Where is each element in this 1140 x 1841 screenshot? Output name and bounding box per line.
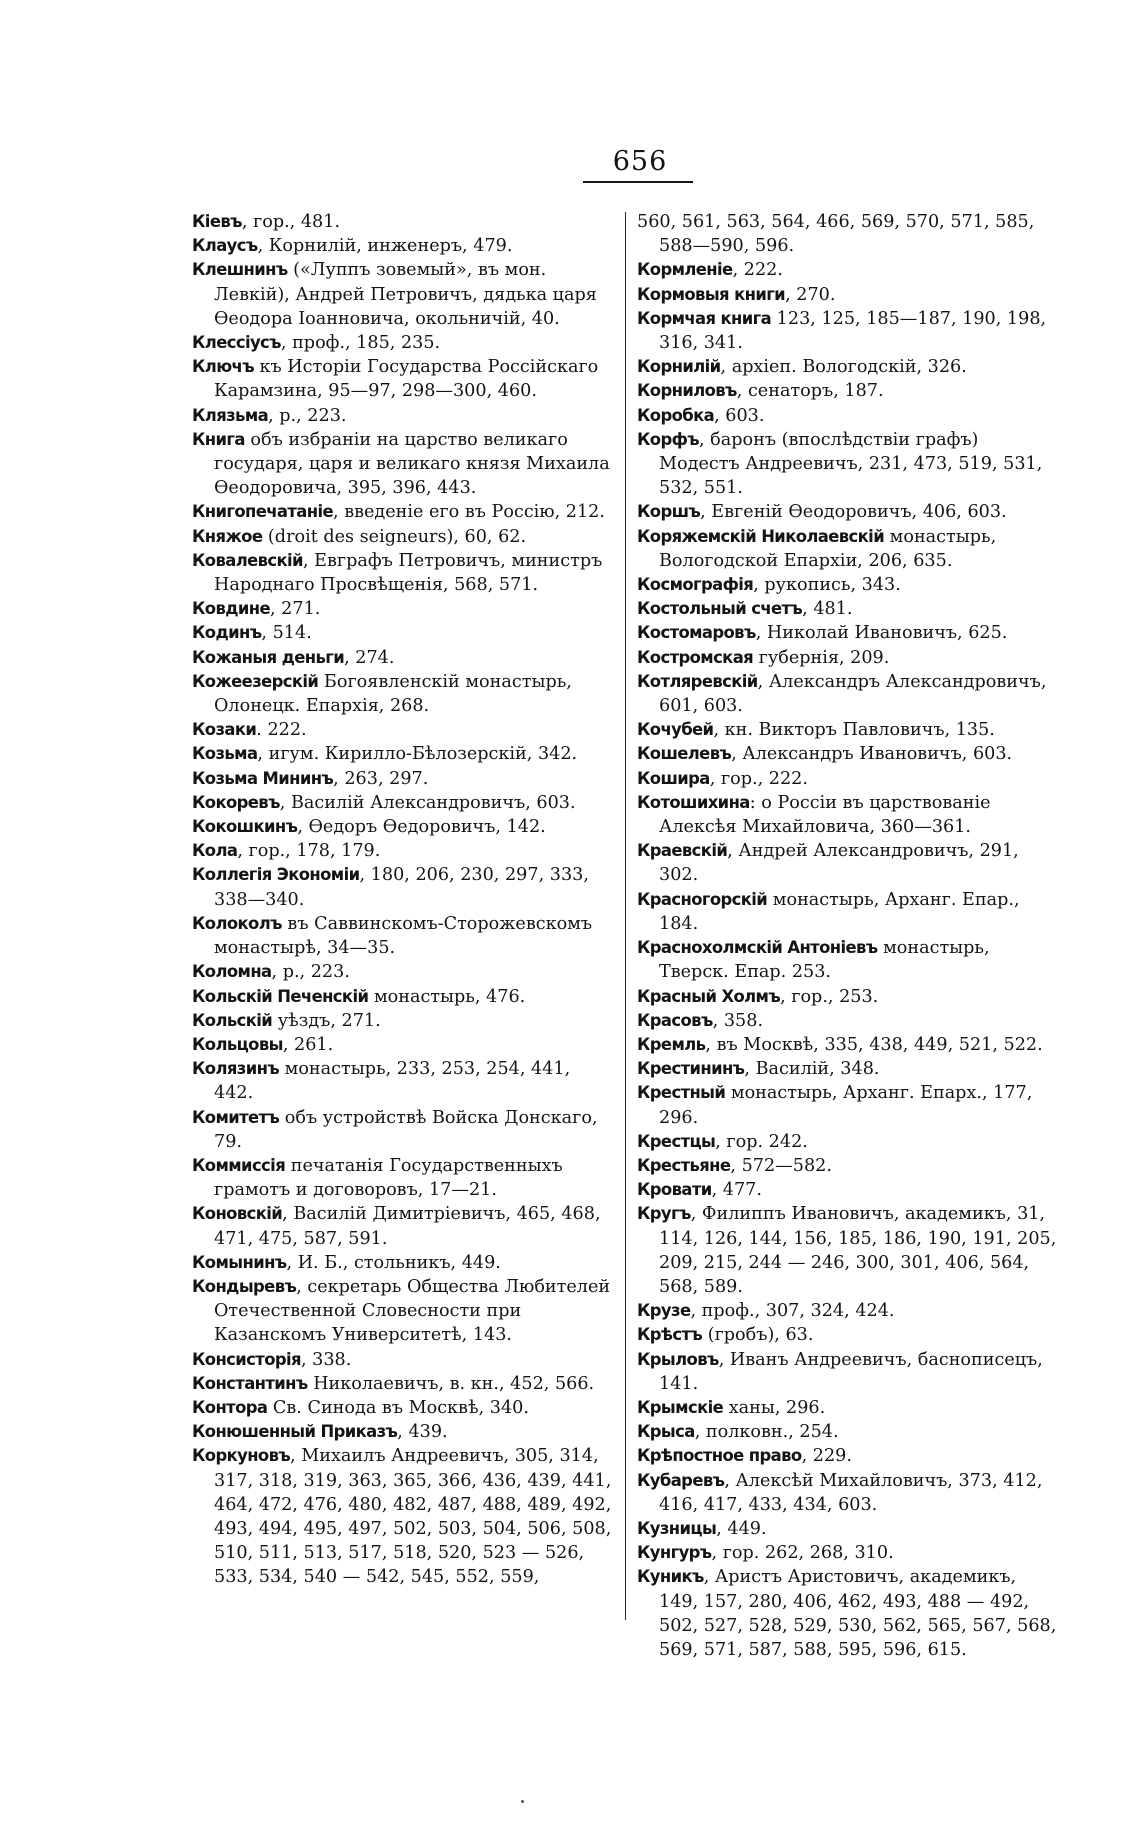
index-entry	[192, 1372, 612, 1396]
index-entry	[192, 1348, 612, 1372]
index-column-right	[637, 210, 1057, 1662]
entry-headword: Колоколъ	[192, 913, 282, 933]
entry-headword: Крыловъ	[637, 1349, 719, 1369]
index-entry	[637, 1348, 1057, 1396]
index-entry	[192, 791, 612, 815]
index-entry	[192, 1106, 612, 1154]
entry-text: , Василій Димитріевичъ, 465, 468, 471, 475, 587, 591.	[214, 1204, 601, 1249]
entry-headword: Кошелевъ	[637, 744, 732, 764]
entry-headword: Костромская	[637, 647, 754, 667]
index-entry	[192, 912, 612, 960]
entry-text: , 271.	[270, 599, 321, 620]
index-entry	[192, 960, 612, 984]
entry-text: , 439.	[397, 1422, 448, 1443]
entry-text: монастырь, 233, 253, 254, 441, 442.	[214, 1059, 571, 1104]
entry-text: , гор., 178, 179.	[237, 841, 381, 862]
entry-headword: Кіевъ	[192, 212, 242, 231]
entry-headword: Кругъ	[637, 1204, 691, 1224]
index-entry	[637, 1541, 1057, 1565]
index-entry	[192, 428, 612, 501]
entry-text: , Ѳедоръ Ѳедоровичъ, 142.	[297, 817, 546, 838]
entry-headword: Книгопечатаніе	[192, 502, 334, 522]
entry-headword: Крестный	[637, 1083, 726, 1103]
entry-text: объ устройствѣ Войска Донскаго, 79.	[214, 1107, 598, 1152]
entry-headword: Кормчая книга	[637, 308, 772, 328]
entry-headword: Коркуновъ	[192, 1446, 291, 1466]
index-entry	[637, 379, 1057, 403]
entry-text: , секретарь Общества Любителей Отечественной Словесности при Казанскомъ Университетѣ, 143.	[214, 1276, 611, 1346]
entry-text: , 229.	[801, 1446, 852, 1467]
index-entry	[192, 331, 612, 355]
index-entry	[637, 670, 1057, 718]
entry-headword: Коммиссія	[192, 1155, 286, 1175]
index-entry	[637, 621, 1057, 645]
index-entry	[637, 525, 1057, 573]
entry-headword: Константинъ	[192, 1373, 308, 1393]
index-column-left	[192, 210, 612, 1590]
entry-headword: Кокошкинъ	[192, 817, 298, 837]
entry-headword: Крыса	[637, 1422, 695, 1442]
entry-text: , Евгеній Ѳеодоровичъ, 406, 603.	[700, 502, 1007, 523]
entry-text: , 222.	[732, 260, 783, 281]
entry-headword: Клаусъ	[192, 236, 258, 256]
index-entry	[192, 621, 612, 645]
index-entry	[192, 258, 612, 331]
entry-headword: Крестцы	[637, 1131, 716, 1151]
index-entry	[637, 355, 1057, 379]
print-speck	[521, 1800, 524, 1803]
entry-headword: Красный Холмъ	[637, 986, 781, 1006]
entry-headword: Кормленіе	[637, 260, 733, 280]
entry-headword: Коробка	[637, 405, 715, 425]
entry-headword: Котошихина	[637, 792, 750, 812]
index-entry	[192, 525, 612, 549]
index-entry	[192, 839, 612, 863]
entry-text: , Андрей Александровичъ, 291, 302.	[659, 841, 1019, 886]
entry-text: , Василій Александровичъ, 603.	[279, 792, 576, 813]
entry-text: , въ Москвѣ, 335, 438, 449, 521, 522.	[705, 1034, 1043, 1055]
entry-text: («Луппъ зовемый», въ мон. Левкій), Андрей Петровичъ, дядька царя Ѳеодора Іоанновича, окольничій, 40.	[214, 260, 597, 329]
index-entry	[192, 1202, 612, 1250]
entry-headword: Куникъ	[637, 1567, 704, 1587]
entry-text: , игум. Кирилло-Бѣлозерскій, 342.	[257, 744, 578, 765]
index-entry	[637, 573, 1057, 597]
entry-text: 560, 561, 563, 564, 466, 569, 570, 571, 585, 588—590, 596.	[637, 212, 1035, 257]
index-entry	[637, 1517, 1057, 1541]
index-entry	[192, 1154, 612, 1202]
index-entry	[637, 1420, 1057, 1444]
entry-text: , Корнилій, инженеръ, 479.	[257, 236, 513, 257]
index-entry	[192, 742, 612, 766]
index-entry	[192, 210, 612, 234]
entry-headword: Краевскій	[637, 841, 728, 861]
entry-text: Николаевичъ, в. кн., 452, 566.	[307, 1373, 595, 1394]
entry-text: , 514.	[261, 623, 312, 644]
index-entry	[192, 1009, 612, 1033]
entry-headword: Корнилій	[637, 357, 721, 377]
index-entry	[192, 549, 612, 597]
entry-text: , Филиппъ Ивановичъ, академикъ, 31, 114, 126, 144, 156, 185, 186, 190, 191, 205, 209, 215, 244 — 246, 300, 301, 406, 564, 568, 589.	[659, 1204, 1057, 1297]
entry-text: , 572—582.	[730, 1155, 832, 1176]
entry-headword: Красовъ	[637, 1010, 713, 1030]
entry-text: , гор., 481.	[241, 212, 341, 232]
entry-headword: Клязьма	[192, 405, 269, 425]
index-entry	[637, 1565, 1057, 1662]
entry-text: , введеніе его въ Россію, 212.	[333, 502, 605, 523]
entry-headword: Ключъ	[192, 357, 254, 377]
entry-headword: Космографія	[637, 575, 754, 595]
index-entry	[637, 1009, 1057, 1033]
entry-headword: Клешнинъ	[192, 260, 288, 280]
entry-headword: Комитетъ	[192, 1107, 280, 1127]
index-entry	[637, 718, 1057, 742]
entry-text: (droit des seigneurs), 60, 62.	[262, 526, 527, 547]
entry-headword: Кольцовы	[192, 1034, 283, 1054]
index-entry	[192, 815, 612, 839]
entry-headword: Кремль	[637, 1034, 706, 1054]
entry-headword: Костольный счетъ	[637, 599, 803, 619]
index-entry	[637, 1178, 1057, 1202]
entry-text: , р., 223.	[268, 405, 347, 426]
entry-headword: Корниловъ	[637, 381, 737, 401]
index-entry	[637, 791, 1057, 839]
entry-headword: Козьма	[192, 744, 258, 764]
entry-text: , баронъ (впослѣдствіи графъ) Модестъ Андреевичъ, 231, 473, 519, 531, 532, 551.	[659, 429, 1043, 499]
entry-headword: Котляревскій	[637, 671, 758, 691]
entry-text: объ избраніи на царство великаго государя, царя и великаго князя Михаила Ѳеодоровича, 395, 396, 443.	[214, 429, 610, 499]
index-entry	[192, 500, 612, 524]
index-entry	[192, 985, 612, 1009]
entry-text: Св. Синода въ Москвѣ, 340.	[267, 1397, 529, 1418]
entry-headword: Коршъ	[637, 502, 701, 522]
entry-headword: Крѣпостное право	[637, 1446, 802, 1466]
entry-headword: Костомаровъ	[637, 623, 756, 643]
entry-text: ханы, 296.	[723, 1397, 826, 1418]
entry-text: къ Исторіи Государства Россійскаго Карамзина, 95—97, 298—300, 460.	[214, 357, 599, 402]
index-entry	[637, 742, 1057, 766]
index-entry	[192, 1251, 612, 1275]
entry-headword: Красногорскій	[637, 889, 768, 909]
entry-text: , 603.	[714, 405, 765, 426]
entry-text: , рукопись, 343.	[753, 575, 901, 596]
entry-text: , 274.	[344, 647, 395, 668]
entry-text: , 358.	[712, 1010, 764, 1031]
entry-text: , проф., 307, 324, 424.	[690, 1301, 895, 1322]
index-entry	[637, 1057, 1057, 1081]
entry-text: Богоявленскій монастырь, Олонецк. Епархія, 268.	[214, 671, 572, 717]
entry-headword: Кровати	[637, 1180, 712, 1200]
index-entry	[637, 1299, 1057, 1323]
entry-text: , гор. 242.	[715, 1131, 808, 1152]
entry-headword: Контора	[192, 1397, 268, 1417]
index-entry	[192, 1057, 612, 1105]
index-entry	[637, 888, 1057, 936]
entry-headword: Кочубей	[637, 720, 714, 740]
entry-text: , Александръ Александровичъ, 601, 603.	[659, 671, 1047, 717]
entry-headword: Кунгуръ	[637, 1543, 712, 1563]
index-entry	[637, 307, 1057, 355]
index-entry	[637, 767, 1057, 791]
entry-headword: Кошира	[637, 768, 710, 788]
index-entry	[637, 839, 1057, 887]
index-entry	[637, 1323, 1057, 1347]
index-entry	[637, 210, 1057, 258]
entry-headword: Кольскій	[192, 1010, 273, 1030]
entry-text: , 481.	[802, 599, 853, 620]
entry-headword: Кола	[192, 841, 238, 861]
entry-headword: Козьма Мининъ	[192, 768, 334, 788]
entry-text: , кн. Викторъ Павловичъ, 135.	[713, 720, 995, 741]
entry-text: , сенаторъ, 187.	[736, 381, 884, 402]
column-divider	[625, 212, 626, 1620]
entry-text: , Алексѣй Михайловичъ, 373, 412, 416, 417, 433, 434, 603.	[659, 1470, 1043, 1515]
index-entry	[192, 767, 612, 791]
entry-text: монастырь, 476.	[368, 986, 526, 1007]
entry-headword: Конюшенный Приказъ	[192, 1422, 398, 1442]
index-entry	[192, 670, 612, 718]
entry-text: монастырь, Арханг. Епарх., 177, 296.	[659, 1083, 1033, 1128]
index-entry	[192, 597, 612, 621]
entry-text: , гор., 253.	[780, 986, 879, 1007]
index-entry	[192, 1420, 612, 1444]
entry-text: въ Саввинскомъ-Сторожевскомъ монастырѣ, 34—35.	[214, 913, 593, 959]
entry-text: монастырь, Тверск. Епар. 253.	[659, 938, 990, 983]
entry-text: уѣздъ, 271.	[272, 1010, 381, 1031]
index-entry	[192, 646, 612, 670]
index-entry	[192, 863, 612, 911]
entry-headword: Крымскіе	[637, 1397, 724, 1417]
entry-text: , 338.	[300, 1349, 352, 1370]
index-entry	[637, 428, 1057, 501]
entry-headword: Консисторія	[192, 1349, 301, 1369]
entry-headword: Кубаревъ	[637, 1470, 725, 1490]
entry-headword: Кодинъ	[192, 623, 262, 643]
index-entry	[637, 1033, 1057, 1057]
entry-text: , 449.	[716, 1518, 767, 1539]
page-number: 656	[612, 146, 668, 177]
index-entry	[192, 1396, 612, 1420]
entry-headword: Кожаныя деньги	[192, 647, 345, 667]
entry-headword: Крестининъ	[637, 1059, 745, 1079]
entry-headword: Книга	[192, 429, 245, 449]
index-entry	[637, 283, 1057, 307]
entry-headword: Ковалевскій	[192, 550, 303, 570]
entry-text: , 477.	[711, 1180, 762, 1201]
index-entry	[637, 1396, 1057, 1420]
entry-headword: Крестьяне	[637, 1155, 731, 1175]
entry-text: , Евграфъ Петровичъ, министръ Народнаго Просвѣщенія, 568, 571.	[214, 550, 603, 596]
entry-headword: Крѣстъ	[637, 1325, 703, 1345]
entry-headword: Колязинъ	[192, 1059, 280, 1079]
entry-headword: Комынинъ	[192, 1252, 287, 1272]
entry-headword: Коломна	[192, 962, 272, 982]
index-entry	[637, 1081, 1057, 1129]
index-entry	[637, 258, 1057, 282]
entry-text: монастырь, Вологодской Епархіи, 206, 635.	[659, 526, 997, 571]
entry-text: (гробъ), 63.	[702, 1325, 814, 1346]
entry-text: , 261.	[282, 1034, 334, 1055]
entry-headword: Коновскій	[192, 1204, 283, 1224]
entry-headword: Кормовыя книги	[637, 284, 786, 304]
entry-text: , 263, 297.	[333, 768, 429, 789]
entry-headword: Кузницы	[637, 1518, 717, 1538]
entry-text: , И. Б., стольникъ, 449.	[286, 1252, 501, 1273]
entry-headword: Коряжемскій Николаевскій	[637, 526, 885, 546]
header-rule	[583, 181, 693, 183]
entry-text: монастырь, Арханг. Епар., 184.	[659, 889, 1020, 934]
entry-text: печатанія Государственныхъ грамотъ и договоровъ, 17—21.	[214, 1155, 563, 1201]
entry-headword: Кожеезерскій	[192, 671, 319, 691]
index-entry	[637, 1154, 1057, 1178]
entry-headword: Княжое	[192, 526, 263, 546]
index-entry	[192, 355, 612, 403]
index-entry	[637, 1130, 1057, 1154]
index-entry	[637, 597, 1057, 621]
entry-text: , Иванъ Андреевичъ, баснописецъ, 141.	[659, 1349, 1043, 1394]
entry-headword: Ковдине	[192, 599, 270, 619]
index-entry	[637, 1469, 1057, 1517]
index-entry	[637, 1202, 1057, 1299]
entry-headword: Крузе	[637, 1301, 691, 1321]
index-entry	[637, 500, 1057, 524]
entry-text: , Михаилъ Андреевичъ, 305, 314, 317, 318, 319, 363, 365, 366, 436, 439, 441, 464, 472, 476, 480, 482, 487, 488, 489, 492, 493, 494, 495, 497, 502, 503, 504, 506, 508, 510, 511, 513, 517, 518, 520, 523 — 526, 533, 534, 540 — 542, 545, 552, 559,	[214, 1446, 612, 1588]
entry-text: , гор., 222.	[709, 768, 808, 789]
entry-text: , полковн., 254.	[694, 1422, 839, 1443]
entry-text: , гор. 262, 268, 310.	[711, 1543, 894, 1564]
entry-text: . 222.	[256, 720, 307, 741]
entry-headword: Кокоревъ	[192, 792, 280, 812]
index-entry	[192, 1275, 612, 1348]
entry-headword: Краснохолмскій Антоніевъ	[637, 938, 878, 958]
index-entry	[637, 404, 1057, 428]
entry-text: 123, 125, 185—187, 190, 198, 316, 341.	[659, 308, 1047, 354]
entry-text: , 180, 206, 230, 297, 333, 338—340.	[214, 865, 589, 910]
index-entry	[192, 234, 612, 258]
entry-text: , архіеп. Вологодскій, 326.	[720, 357, 967, 378]
entry-headword: Клессіусъ	[192, 333, 281, 353]
entry-text: , Александръ Ивановичъ, 603.	[731, 744, 1013, 765]
entry-text: , р., 223.	[271, 962, 350, 983]
index-entry	[637, 1444, 1057, 1468]
index-entry	[192, 718, 612, 742]
entry-headword: Коллегія Экономіи	[192, 865, 360, 885]
entry-text: , Николай Ивановичъ, 625.	[755, 623, 1008, 644]
entry-text: : о Россіи въ царствованіе Алексѣя Михайловича, 360—361.	[659, 792, 991, 838]
entry-text: , проф., 185, 235.	[280, 333, 441, 354]
entry-text: губернія, 209.	[753, 647, 890, 668]
index-entry	[637, 936, 1057, 984]
entry-text: , Василій, 348.	[744, 1059, 880, 1080]
index-entry	[192, 404, 612, 428]
entry-headword: Корфъ	[637, 429, 699, 449]
entry-text: , Аристъ Аристовичъ, академикъ, 149, 157, 280, 406, 462, 493, 488 — 492, 502, 527, 528, 529, 530, 562, 565, 567, 568, 569, 571, 587, 588, 595, 596, 615.	[659, 1567, 1057, 1660]
entry-text: , 270.	[785, 284, 836, 305]
index-entry	[637, 646, 1057, 670]
index-entry	[192, 1033, 612, 1057]
entry-headword: Козаки	[192, 720, 257, 740]
entry-headword: Кондыревъ	[192, 1276, 297, 1296]
index-entry	[192, 1444, 612, 1589]
index-entry	[637, 985, 1057, 1009]
entry-headword: Кольскій Печенскій	[192, 986, 369, 1006]
